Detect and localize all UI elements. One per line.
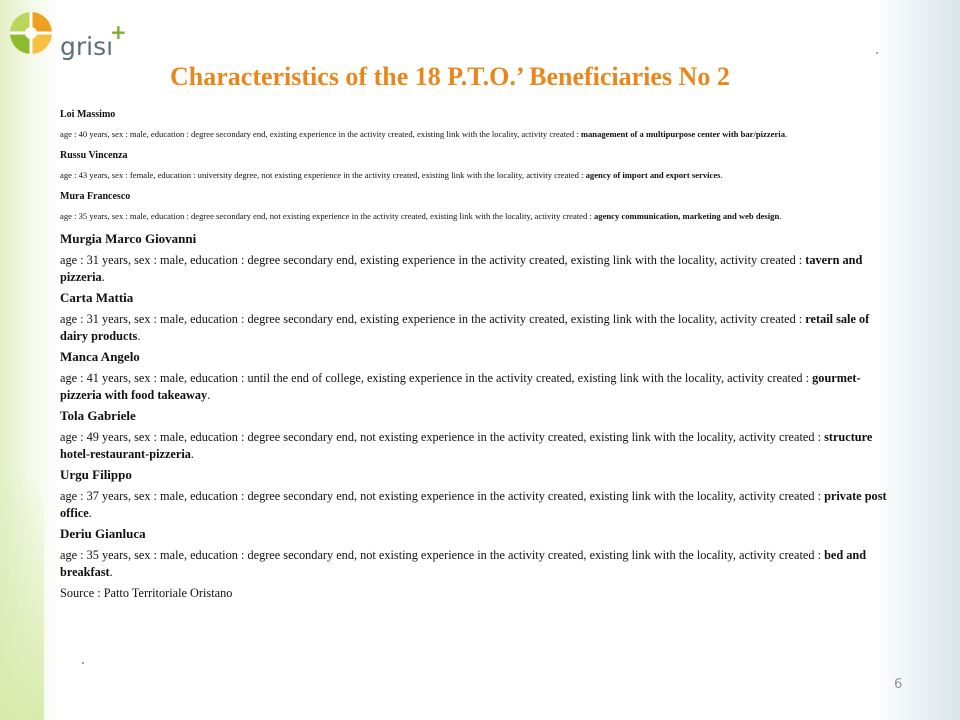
beneficiary-details: age : 31 years, sex : male, education : degree secondary end, existing experience in the activity created, existing link with the locality, activity created : retail sale of dairy products. bbox=[60, 312, 870, 343]
source-note: Source : Patto Territoriale Oristano bbox=[60, 586, 233, 600]
decorative-dot bbox=[876, 52, 878, 54]
activity-created: private post office bbox=[60, 489, 887, 520]
activity-created: agency of import and export services bbox=[585, 170, 721, 180]
logo-wordmark: grisı bbox=[60, 32, 114, 61]
beneficiary-details: age : 31 years, sex : male, education : degree secondary end, existing experience in the activity created, existing link with the locality, activity created : tavern and pizzeria. bbox=[60, 253, 863, 284]
activity-created: tavern and pizzeria bbox=[60, 253, 863, 284]
beneficiary-name: Murgia Marco Giovanni bbox=[60, 231, 197, 246]
beneficiary-details: age : 35 years, sex : male, education : degree secondary end, not existing experience in the activity created, existing link with the locality, activity created : bed and breakfast. bbox=[60, 548, 867, 579]
activity-created: bed and breakfast bbox=[60, 548, 867, 579]
beneficiary-name: Mura Francesco bbox=[60, 191, 131, 202]
grisi-logo bbox=[8, 8, 128, 64]
logo-plus-sign: + bbox=[110, 20, 127, 44]
logo-mark-icon bbox=[8, 10, 54, 56]
page-number: 6 bbox=[894, 677, 903, 692]
beneficiary-name: Carta Mattia bbox=[60, 290, 134, 305]
beneficiary-name: Loi Massimo bbox=[60, 109, 116, 120]
beneficiary-details: age : 40 years, sex : male, education : degree secondary end, existing experience in the activity created, existing link with the locality, activity created : management of a multipurpose center with bar/pizzeria. bbox=[60, 129, 788, 139]
beneficiary-details: age : 35 years, sex : male, education : degree secondary end, not existing experience in the activity created, existing link with the locality, activity created : agency communication, marketing and web design. bbox=[60, 211, 782, 221]
beneficiary-name: Urgu Filippo bbox=[60, 467, 132, 482]
large-entries bbox=[60, 231, 898, 602]
beneficiary-details: age : 49 years, sex : male, education : degree secondary end, not existing experience in the activity created, existing link with the locality, activity created : structure hotel-restaurant-pizzeria. bbox=[60, 430, 873, 461]
beneficiary-name: Deriu Gianluca bbox=[60, 526, 146, 541]
activity-created: agency communication, marketing and web design bbox=[593, 211, 780, 221]
small-entries bbox=[60, 108, 898, 223]
beneficiary-name: Tola Gabriele bbox=[60, 408, 136, 423]
beneficiary-details: age : 41 years, sex : male, education : until the end of college, existing experience in the activity created, existing link with the locality, activity created : gourmet-pizzeria with food takeaway. bbox=[60, 371, 861, 402]
left-decorative-curve bbox=[0, 470, 44, 720]
beneficiaries-list bbox=[60, 108, 898, 602]
beneficiary-name: Manca Angelo bbox=[60, 349, 140, 364]
beneficiary-name: Russu Vincenza bbox=[60, 150, 128, 161]
activity-created: gourmet-pizzeria with food takeaway bbox=[60, 371, 861, 402]
activity-created: retail sale of dairy products bbox=[60, 312, 870, 343]
activity-created: structure hotel-restaurant-pizzeria bbox=[60, 430, 873, 461]
beneficiary-details: age : 43 years, sex : female, education : university degree, not existing experience in the activity created, existing link with the locality, activity created : agency of import and export services. bbox=[60, 170, 723, 180]
slide-title: Characteristics of the 18 P.T.O.’ Beneficiaries No 2 bbox=[170, 62, 730, 91]
beneficiary-details: age : 37 years, sex : male, education : degree secondary end, not existing experience in the activity created, existing link with the locality, activity created : private post office. bbox=[60, 489, 887, 520]
activity-created: management of a multipurpose center with bar/pizzeria bbox=[580, 129, 785, 139]
decorative-dot bbox=[82, 662, 84, 664]
